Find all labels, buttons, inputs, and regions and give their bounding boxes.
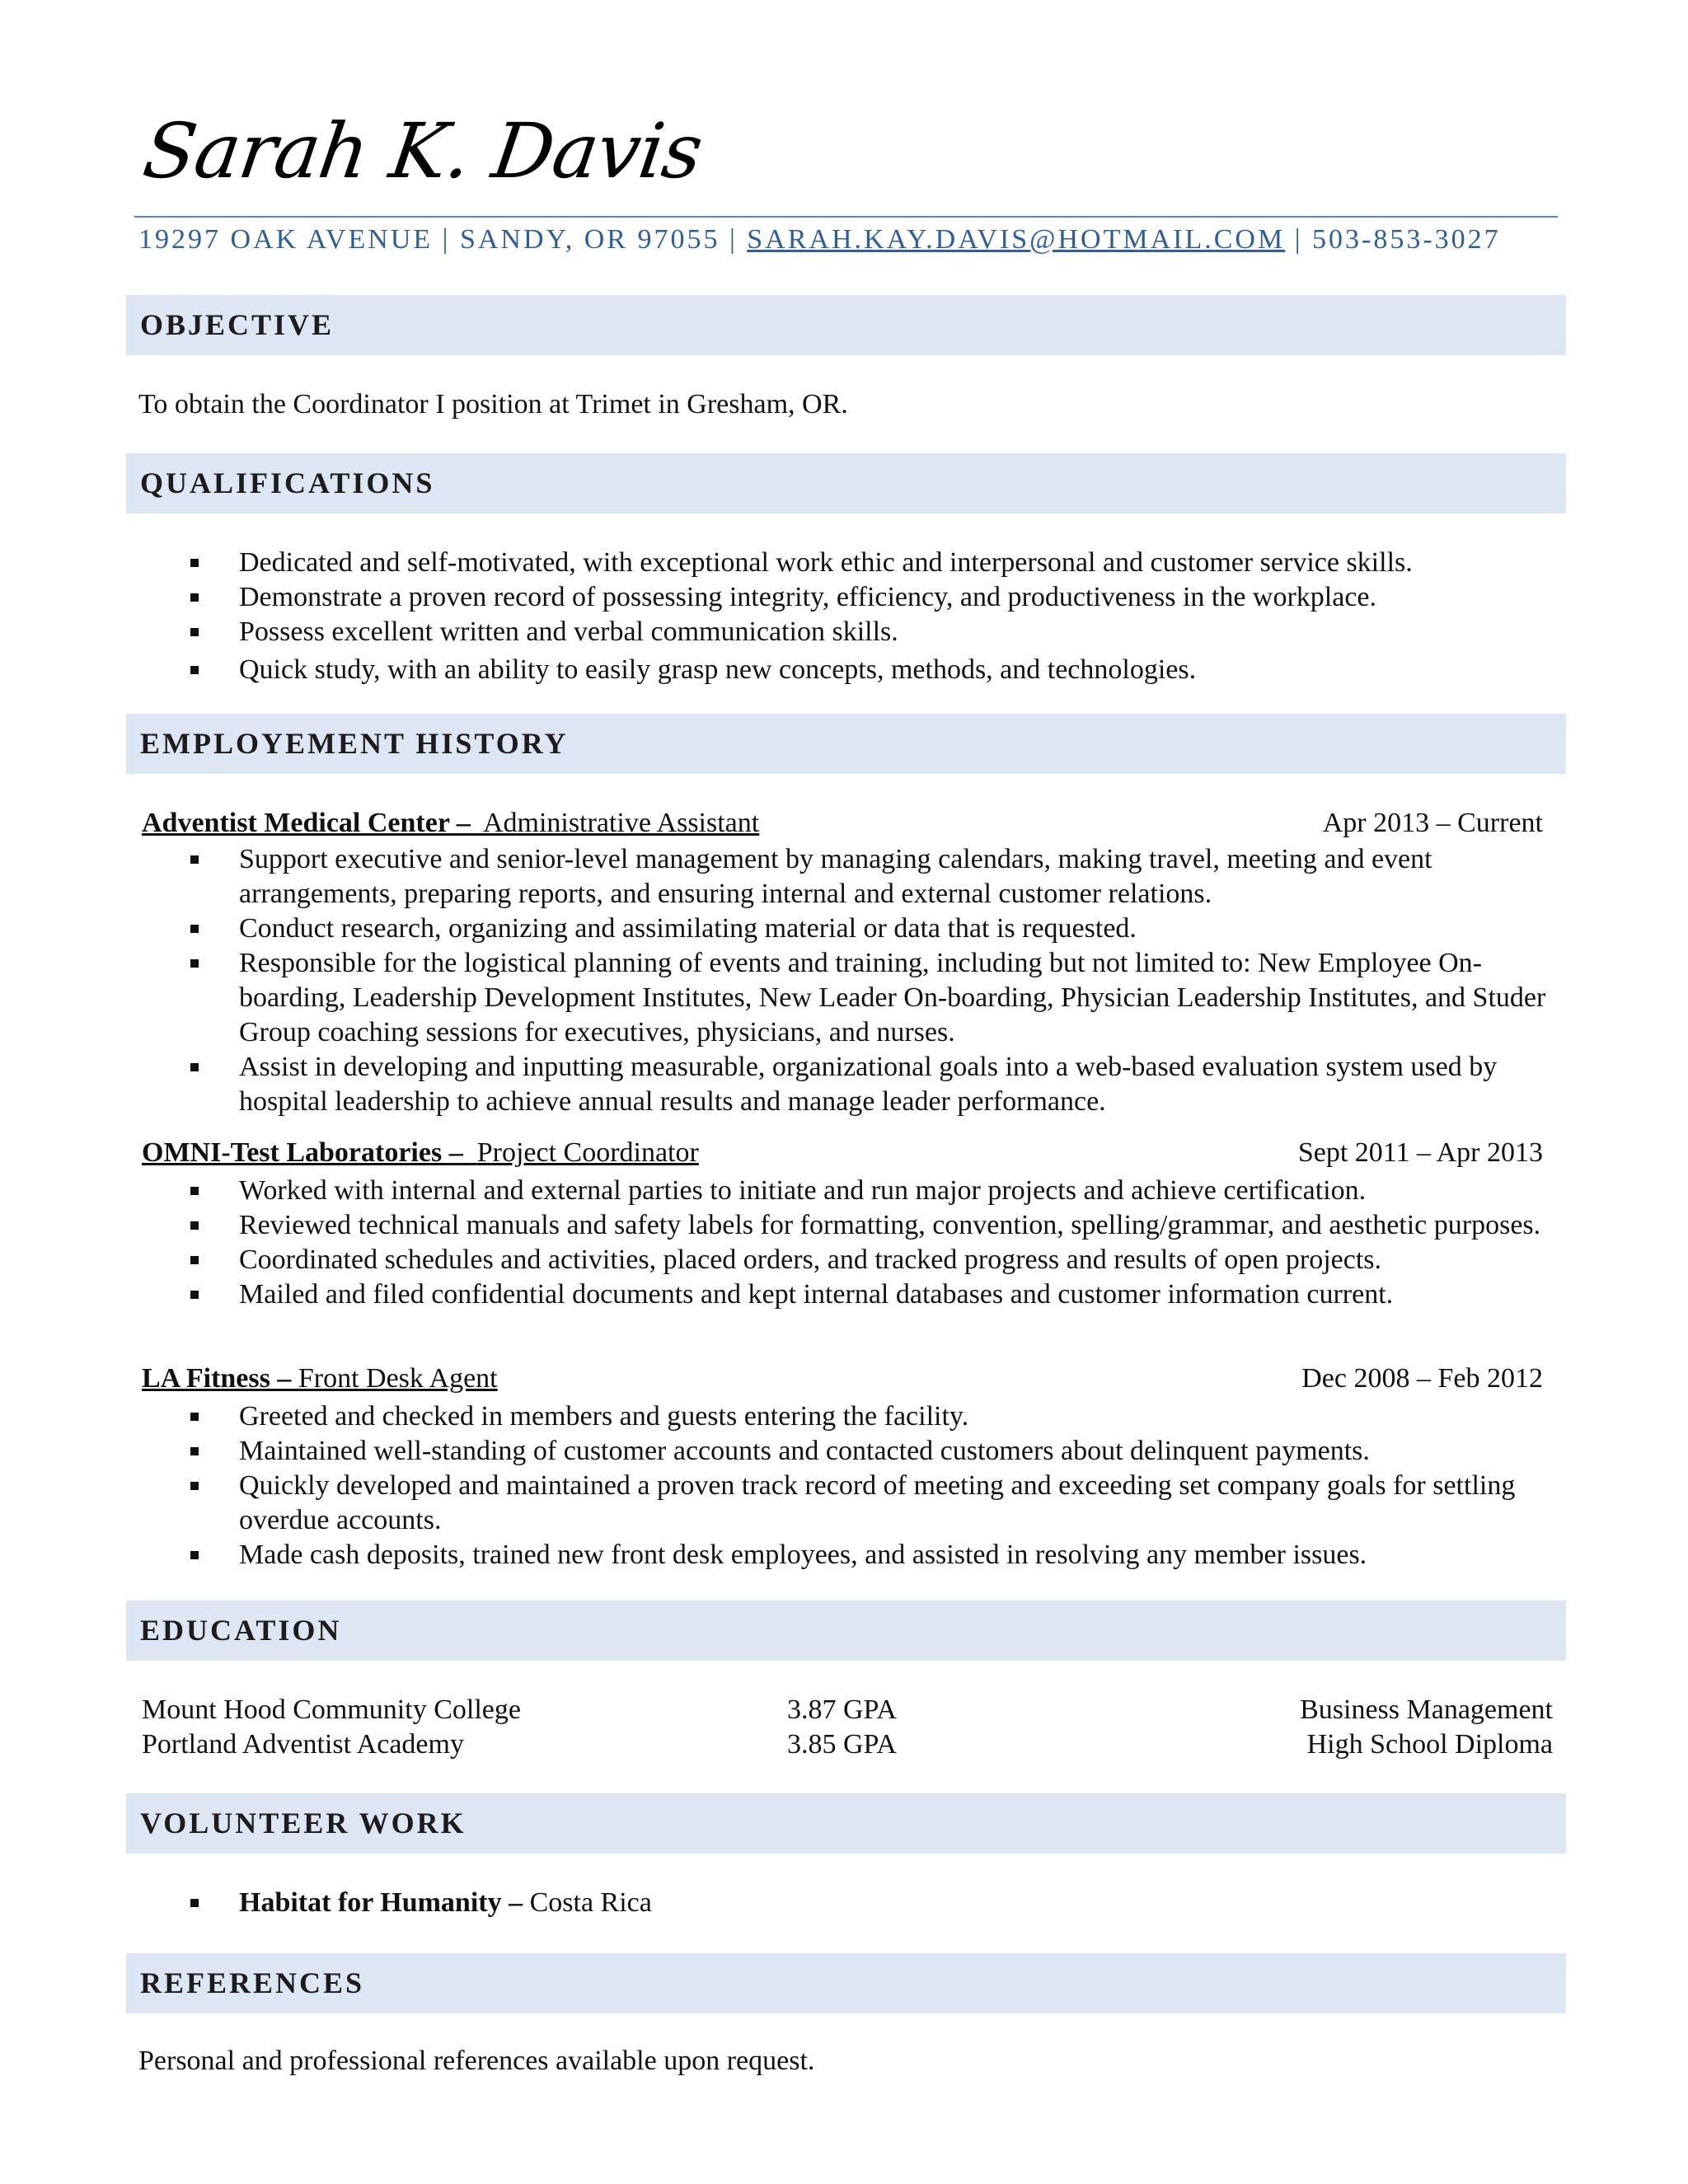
city: SANDY, OR 97055 <box>459 224 720 255</box>
list-item: Assist in developing and inputting measurable, organizational goals into a web-based evaluation system used by hospital leadership to achieve annual results and manage leader performance. <box>188 1050 1556 1119</box>
table-row <box>142 1693 1553 1727</box>
degree: High School Diploma <box>1306 1729 1553 1760</box>
gpa: 3.87 GPA <box>787 1694 897 1725</box>
separator: | <box>442 224 451 255</box>
job-header <box>142 1137 1543 1172</box>
job-duties-list <box>188 842 1556 1119</box>
list-item: Demonstrate a proven record of possessing integrity, efficiency, and productiveness in the workplace. <box>188 580 1556 615</box>
header-divider <box>134 216 1558 218</box>
qualifications-list <box>188 546 1556 687</box>
job-dates: Sept 2011 – Apr 2013 <box>1297 1137 1543 1168</box>
job-title: Front Desk Agent <box>298 1363 498 1394</box>
section-header-objective <box>126 295 1566 355</box>
gpa: 3.85 GPA <box>787 1729 897 1760</box>
job-title: Administrative Assistant <box>482 808 760 838</box>
list-item: Reviewed technical manuals and safety labels for formatting, convention, spelling/grammar, and aesthetic purposes. <box>188 1208 1556 1243</box>
list-item: Worked with internal and external parties to initiate and run major projects and achieve certification. <box>188 1174 1556 1208</box>
table-row <box>142 1727 1553 1762</box>
separator: | <box>1294 224 1303 255</box>
list-item: Mailed and filed confidential documents and kept internal databases and customer information current. <box>188 1277 1556 1312</box>
job-dates: Dec 2008 – Feb 2012 <box>1301 1363 1543 1394</box>
section-title: EMPLOYEMENT HISTORY <box>140 727 569 760</box>
school-name: Portland Adventist Academy <box>142 1729 464 1760</box>
list-item <box>188 1886 1556 1920</box>
section-header-volunteer <box>126 1793 1566 1854</box>
volunteer-location: Costa Rica <box>529 1887 652 1918</box>
objective-text: To obtain the Coordinator I position at Trimet in Gresham, OR. <box>138 389 848 419</box>
volunteer-org: Habitat for Humanity – <box>239 1887 523 1918</box>
section-header-qualifications <box>126 453 1566 513</box>
section-header-employment <box>126 714 1566 774</box>
references-text: Personal and professional references available upon request. <box>138 2046 815 2076</box>
section-title: REFERENCES <box>140 1966 365 1999</box>
resume-name: Sarah K. Davis <box>138 107 708 195</box>
list-item: Quick study, with an ability to easily grasp new concepts, methods, and technologies. <box>188 653 1556 687</box>
list-item: Coordinated schedules and activities, placed orders, and tracked progress and results of open projects. <box>188 1243 1556 1277</box>
degree: Business Management <box>1300 1694 1553 1725</box>
list-item: Greeted and checked in members and guests entering the facility. <box>188 1399 1556 1434</box>
volunteer-list <box>188 1886 1556 1920</box>
school-name: Mount Hood Community College <box>142 1694 521 1725</box>
section-title: VOLUNTEER WORK <box>140 1807 467 1840</box>
list-item: Dedicated and self-motivated, with exceptional work ethic and interpersonal and customer service skills. <box>188 546 1556 580</box>
job-header <box>142 1363 1543 1398</box>
job-dates: Apr 2013 – Current <box>1322 808 1543 838</box>
job-company: LA Fitness – <box>142 1363 292 1394</box>
section-header-education <box>126 1601 1566 1661</box>
section-title: QUALIFICATIONS <box>140 466 435 499</box>
email-link[interactable]: SARAH.KAY.DAVIS@HOTMAIL.COM <box>747 224 1286 255</box>
list-item: Support executive and senior-level management by managing calendars, making travel, meeting and event arrangements, preparing reports, and ensuring internal and external customer relations. <box>188 842 1556 912</box>
job-company: OMNI-Test Laboratories – <box>142 1137 463 1168</box>
list-item: Responsible for the logistical planning of events and training, including but not limited to: New Employee On-boarding, Leadership Development Institutes, New Leader On-boarding, Physician Leadership Institutes, and Studer Group coaching sessions for executives, physicians, and nurses. <box>188 946 1556 1050</box>
address: 19297 OAK AVENUE <box>138 224 434 255</box>
section-title: OBJECTIVE <box>140 308 335 341</box>
list-item: Made cash deposits, trained new front desk employees, and assisted in resolving any member issues. <box>188 1538 1556 1572</box>
job-company: Adventist Medical Center – <box>142 808 471 838</box>
separator: | <box>729 224 738 255</box>
education-table <box>142 1693 1553 1762</box>
list-item: Maintained well-standing of customer accounts and contacted customers about delinquent payments. <box>188 1434 1556 1469</box>
contact-line <box>138 224 1501 255</box>
list-item: Conduct research, organizing and assimilating material or data that is requested. <box>188 912 1556 946</box>
job-duties-list <box>188 1174 1556 1312</box>
section-title: EDUCATION <box>140 1614 342 1647</box>
section-header-references <box>126 1953 1566 2013</box>
job-duties-list <box>188 1399 1556 1572</box>
phone: 503-853-3027 <box>1312 224 1501 255</box>
job-title: Project Coordinator <box>476 1137 699 1168</box>
job-header <box>142 808 1543 842</box>
list-item: Quickly developed and maintained a proven track record of meeting and exceeding set company goals for settling overdue accounts. <box>188 1469 1556 1538</box>
list-item: Possess excellent written and verbal communication skills. <box>188 615 1556 649</box>
